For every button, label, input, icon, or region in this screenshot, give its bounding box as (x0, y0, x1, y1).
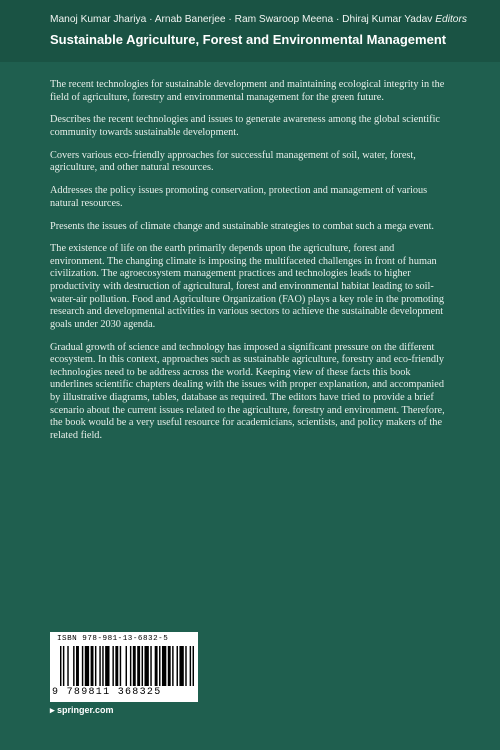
header-band (0, 0, 500, 62)
paragraph-1: The recent technologies for sustainable development and maintaining ecological integrity in the field of agriculture, forestry and environmental management for the green future. (50, 79, 445, 103)
publisher-url: ▸ springer.com (50, 705, 114, 715)
isbn-label: ISBN 978-981-13-6832-5 (57, 635, 169, 643)
paragraph-5: Presents the issues of climate change and sustainable strategies to combat such a mega event. (50, 220, 435, 232)
publisher-url-text: springer.com (57, 705, 114, 715)
back-cover-text (50, 79, 450, 453)
barcode-bars-icon (60, 646, 194, 686)
paragraph-2: Describes the recent technologies and issues to generate awareness among the global scientific community towards sustainable development. (50, 114, 440, 138)
paragraph-7: Gradual growth of science and technology has imposed a significant pressure on the different ecosystem. In this context, approaches such as sustainable agriculture, forestry and eco-friendly technologies need to be address across the world. Keeping view of these facts this book underlines scientific chapters dealing with the issues with proper explanation, and accompanied by illustrative diagrams, tables, database as required. The editors have tried to provide a brief scenario about the current issues related to the agriculture, forestry and environment. Therefore, the book would be a very useful resource for academicians, scientists, and policy makers of the related field. (50, 341, 445, 441)
barcode-block (50, 632, 198, 702)
editors-label: Editors (435, 14, 467, 25)
paragraph-6: The existence of life on the earth primarily depends upon the agriculture, forest and environment. The changing climate is imposing the multifaceted challenges in front of human civilization. The agroecosystem management practices and technologies leads to higher productivity with destruction of agricultural, forest and environmental habitat leading to soil-water-air pollution. Food and Agriculture Organization (FAO) plays a key role in the promoting research and developmental activities in various sectors to achieve the sustainable development goals under 2030 agenda. (50, 243, 445, 330)
paragraph-3: Covers various eco-friendly approaches for successful management of soil, water, forest, agriculture, and other natural resources. (50, 149, 416, 174)
paragraph-4: Addresses the policy issues promoting conservation, protection and management of various natural resources. (50, 185, 428, 209)
authors-line (50, 14, 470, 25)
authors-names: Manoj Kumar Jhariya · Arnab Banerjee · Ram Swaroop Meena · Dhiraj Kumar Yadav (50, 14, 433, 25)
barcode-digits: 9 789811 368325 (52, 687, 162, 698)
book-title: Sustainable Agriculture, Forest and Environmental Management (50, 32, 447, 47)
